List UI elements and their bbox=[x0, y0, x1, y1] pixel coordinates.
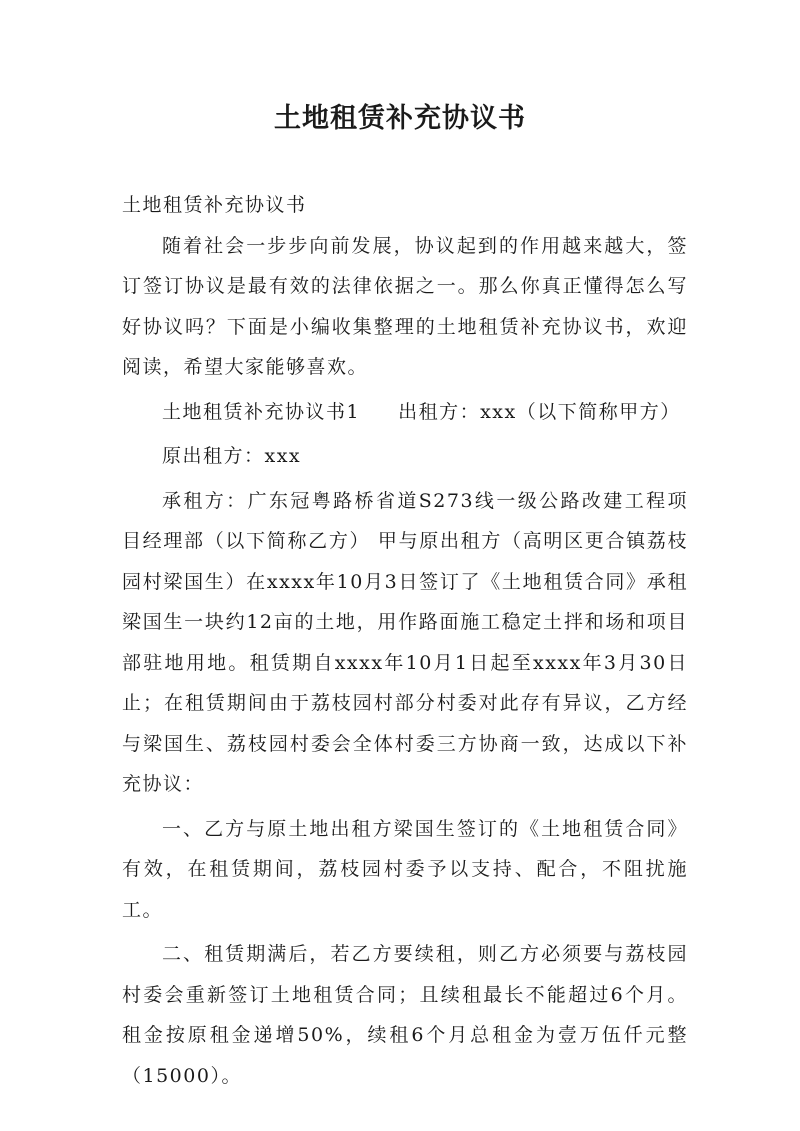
original-lessor-line: 原出租方：xxx bbox=[162, 445, 302, 467]
lessor-line: 出租方：xxx（以下简称甲方） bbox=[398, 400, 681, 423]
document-subtitle: 土地租赁补充协议书 bbox=[122, 194, 307, 216]
section-heading-line bbox=[122, 392, 688, 433]
section-label: 土地租赁补充协议书1 bbox=[162, 400, 361, 423]
intro-paragraph: 随着社会一步步向前发展，协议起到的作用越来越大，签订签订协议是最有效的法律依据之一。那么你真正懂得怎么写好协议吗？下面是小编收集整理的土地租赁补充协议书，欢迎阅读，希望大家能够喜欢。 bbox=[122, 234, 688, 378]
lessee-paragraph: 承租方：广东冠粤路桥省道S273线一级公路改建工程项目经理部（以下简称乙方） 甲与原出租方（高明区更合镇荔枝园村梁国生）在xxxx年10月3日签订了《土地租赁合同》承租梁国生一块约12亩的土地，用作路面施工稳定土拌和场和项目部驻地用地。租赁期自xxxx年10月1日起至xxxx年3月30日止；在租赁期间由于荔枝园村部分村委对此存有异议，乙方经与梁国生、荔枝园村委会全体村委三方协商一致，达成以下补充协议： bbox=[122, 489, 688, 795]
clause-2-paragraph: 二、租赁期满后，若乙方要续租，则乙方必须要与荔枝园村委会重新签订土地租赁合同；且续租最长不能超过6个月。租金按原租金递增50%，续租6个月总租金为壹万伍仟元整（15000）。 bbox=[122, 943, 688, 1087]
clause-1-paragraph: 一、乙方与原土地出租方梁国生签订的《土地租赁合同》有效，在租赁期间，荔枝园村委予以支持、配合，不阻扰施工。 bbox=[122, 817, 688, 921]
document-title: 土地租赁补充协议书 bbox=[274, 103, 526, 134]
document-body bbox=[122, 185, 688, 1096]
